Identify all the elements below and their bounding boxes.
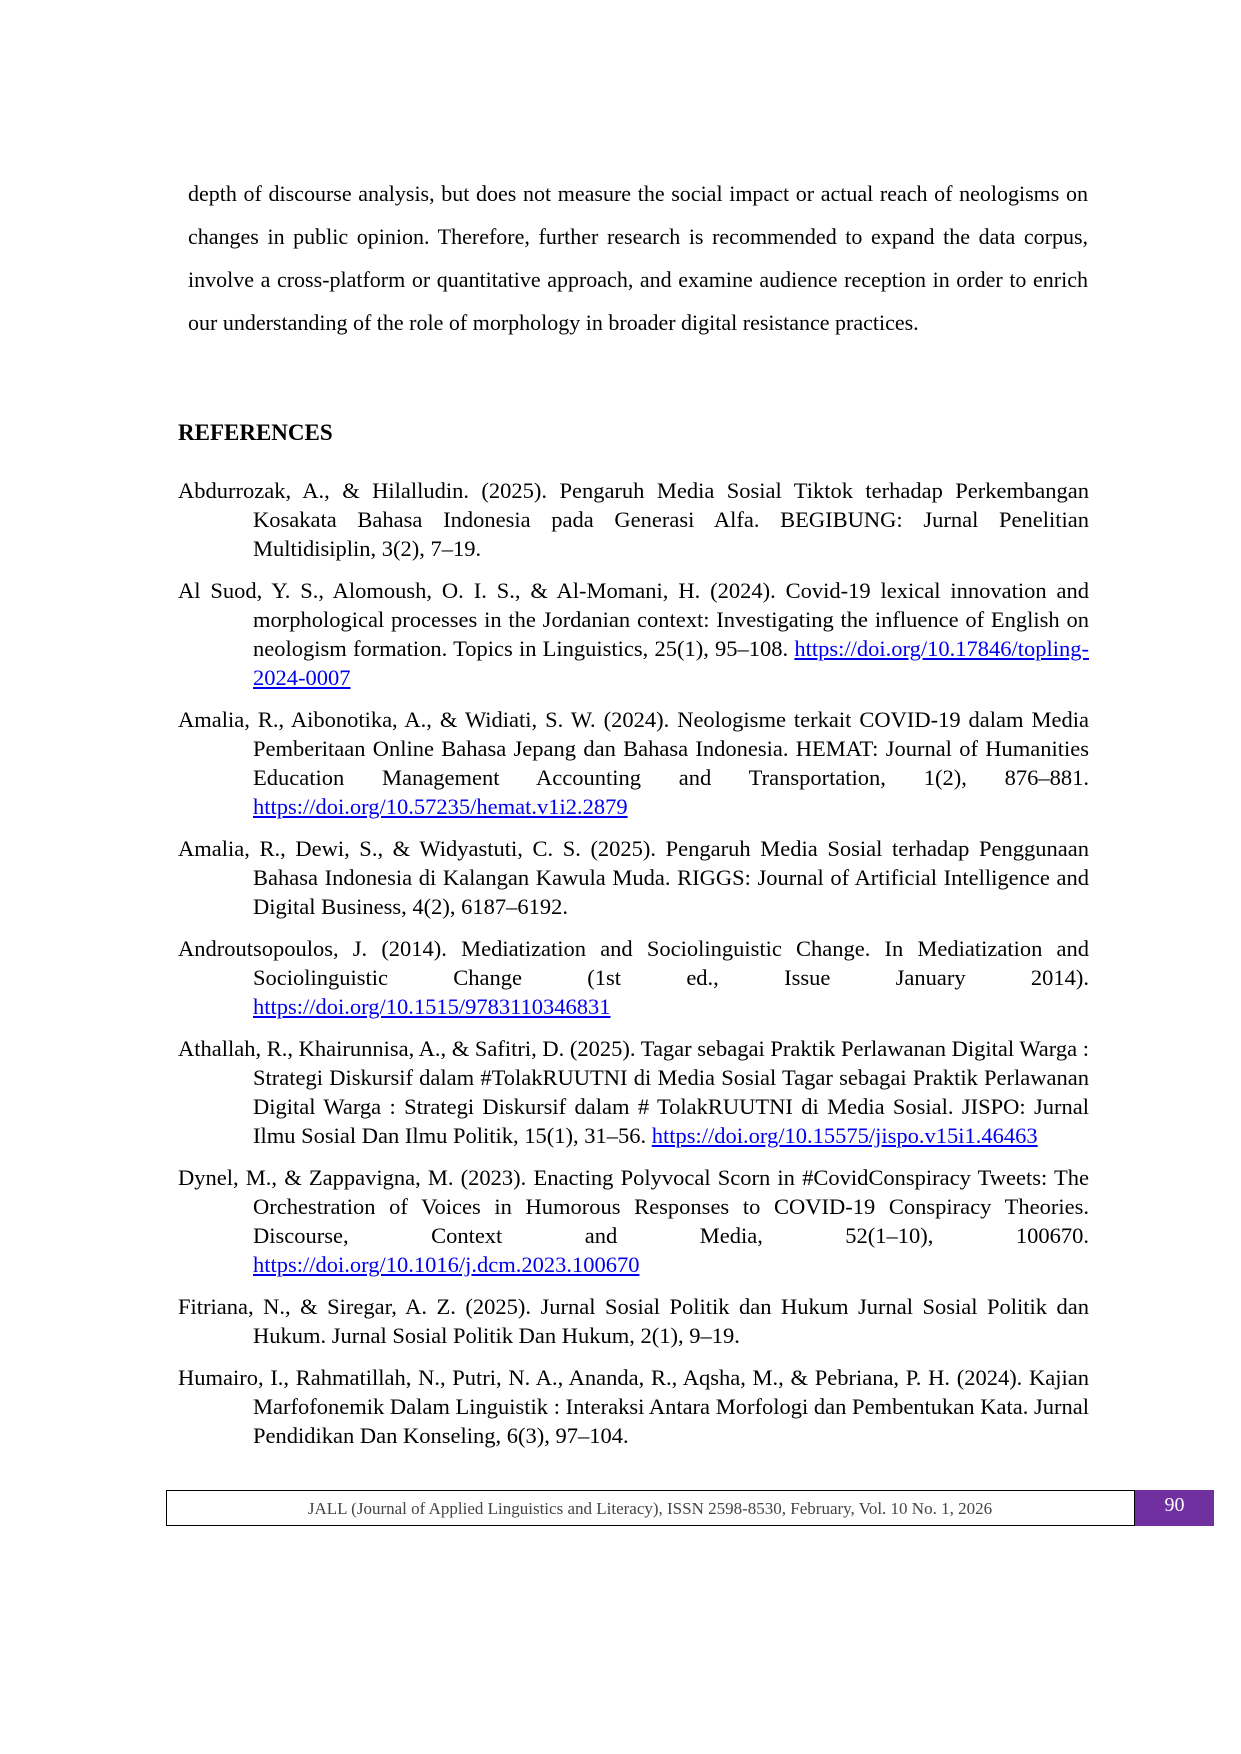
page-number: 90 xyxy=(1135,1490,1214,1526)
reference-text: Humairo, I., Rahmatillah, N., Putri, N. A., Ananda, R., Aqsha, M., & Pebriana, P. H. (2024). Kajian Marfofonemik Dalam Linguistik : Interaksi Antara Morfologi dan Pembentukan Kata. Jurnal Pendidikan Dan Konseling, 6(3), 97–104. xyxy=(178,1365,1089,1448)
reference-item xyxy=(178,934,1089,1021)
reference-text: Amalia, R., Aibonotika, A., & Widiati, S. W. (2024). Neologisme terkait COVID-19 dalam Media Pemberitaan Online Bahasa Jepang dan Bahasa Indonesia. HEMAT: Journal of Humanities Education Management Accounting and Transportation, 1(2), 876–881. xyxy=(178,707,1089,790)
reference-item xyxy=(178,576,1089,692)
reference-item xyxy=(178,705,1089,821)
doi-link[interactable]: https://doi.org/10.1515/9783110346831 xyxy=(253,994,611,1019)
reference-item xyxy=(178,476,1089,563)
reference-text: Abdurrozak, A., & Hilalludin. (2025). Pengaruh Media Sosial Tiktok terhadap Perkembangan Kosakata Bahasa Indonesia pada Generasi Alfa. BEGIBUNG: Jurnal Penelitian Multidisiplin, 3(2), 7–19. xyxy=(178,478,1089,561)
journal-footer xyxy=(166,1490,1135,1526)
reference-item xyxy=(178,1363,1089,1450)
journal-citation: JALL (Journal of Applied Linguistics and Literacy), ISSN 2598-8530, February, Vol. 10 No. 1, 2026 xyxy=(307,1499,993,1518)
reference-text: Athallah, R., Khairunnisa, A., & Safitri, D. (2025). Tagar sebagai Praktik Perlawanan Digital Warga : Strategi Diskursif dalam #TolakRUUTNI di Media Sosial Tagar sebagai Praktik Perlawanan Digital Warga : Strategi Diskursif dalam # TolakRUUTNI di Media Sosial. JISPO: Jurnal Ilmu Sosial Dan Ilmu Politik, 15(1), 31–56. xyxy=(178,1036,1089,1148)
reference-item xyxy=(178,1034,1089,1150)
doi-link[interactable]: https://doi.org/10.1016/j.dcm.2023.100670 xyxy=(253,1252,640,1277)
doi-link[interactable]: https://doi.org/10.15575/jispo.v15i1.46463 xyxy=(651,1123,1038,1148)
reference-item xyxy=(178,834,1089,921)
reference-item xyxy=(178,1292,1089,1350)
reference-text: Amalia, R., Dewi, S., & Widyastuti, C. S. (2025). Pengaruh Media Sosial terhadap Penggunaan Bahasa Indonesia di Kalangan Kawula Muda. RIGGS: Journal of Artificial Intelligence and Digital Business, 4(2), 6187–6192. xyxy=(178,836,1089,919)
reference-text: Dynel, M., & Zappavigna, M. (2023). Enacting Polyvocal Scorn in #CovidConspiracy Tweets: The Orchestration of Voices in Humorous Responses to COVID-19 Conspiracy Theories. Discourse, Context and Media, 52(1–10), 100670. xyxy=(178,1165,1089,1248)
references-heading: REFERENCES xyxy=(178,420,333,445)
reference-text: Al Suod, Y. S., Alomoush, O. I. S., & Al-Momani, H. (2024). Covid-19 lexical innovation and morphological processes in the Jordanian context: Investigating the influence of English on neologism formation. Topics in Linguistics, 25(1), 95–108. xyxy=(178,578,1089,661)
doi-link[interactable]: https://doi.org/10.17846/topling-2024-0007 xyxy=(253,636,1089,690)
reference-item xyxy=(178,1163,1089,1279)
body-paragraph: depth of discourse analysis, but does not measure the social impact or actual reach of neologisms on changes in public opinion. Therefore, further research is recommended to expand the data corpus, involve a cross-platform or quantitative approach, and examine audience reception in order to enrich our understanding of the role of morphology in broader digital resistance practices. xyxy=(188,181,1088,335)
reference-text: Androutsopoulos, J. (2014). Mediatization and Sociolinguistic Change. In Mediatization and Sociolinguistic Change (1st ed., Issue January 2014). xyxy=(178,936,1089,990)
reference-text: Fitriana, N., & Siregar, A. Z. (2025). Jurnal Sosial Politik dan Hukum Jurnal Sosial Politik dan Hukum. Jurnal Sosial Politik Dan Hukum, 2(1), 9–19. xyxy=(178,1294,1089,1348)
reference-list xyxy=(178,476,1089,1463)
doi-link[interactable]: https://doi.org/10.57235/hemat.v1i2.2879 xyxy=(253,794,628,819)
